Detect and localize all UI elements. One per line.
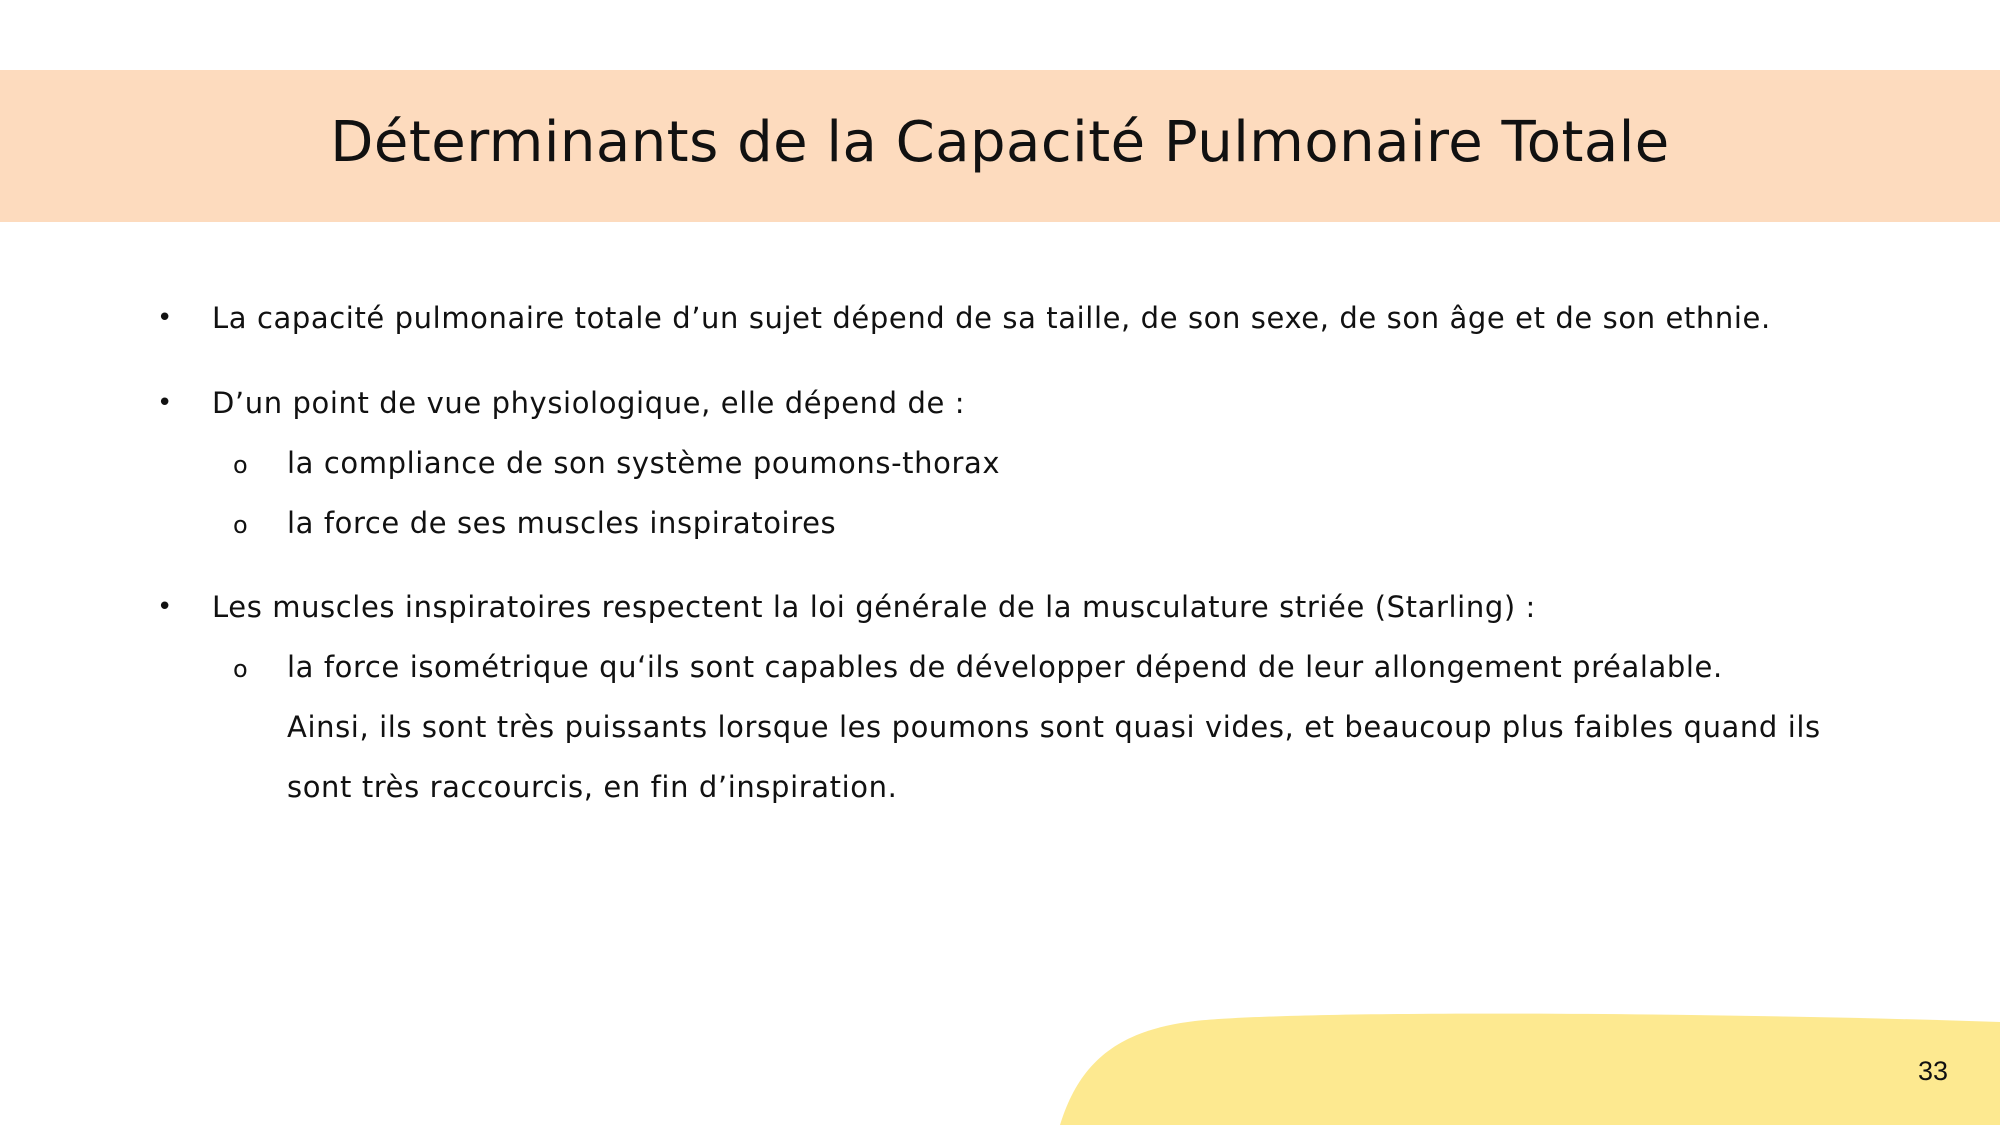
bullet-marker: •	[157, 388, 173, 418]
sub-bullet-text-line: Ainsi, ils sont très puissants lorsque les poumons sont quasi vides, et beaucoup plus faibles quand ils	[287, 710, 1821, 744]
sub-bullet-text-line: sont très raccourcis, en fin d’inspiration.	[287, 770, 898, 804]
bullet-marker: •	[157, 303, 173, 333]
sub-bullet-text: la compliance de son système poumons-thorax	[287, 446, 1001, 480]
page-number: 33	[1918, 1056, 1949, 1086]
sub-bullet-marker: o	[233, 655, 248, 683]
slide-title: Déterminants de la Capacité Pulmonaire Totale	[330, 110, 1670, 175]
bullet-text: La capacité pulmonaire totale d’un sujet dépend de sa taille, de son sexe, de son âge et de son ethnie.	[212, 301, 1771, 335]
sub-bullet-marker: o	[233, 451, 248, 479]
bullet-text: Les muscles inspiratoires respectent la loi générale de la musculature striée (Starling) :	[212, 590, 1536, 624]
sub-bullet-text-line: la force isométrique qu‘ils sont capables de développer dépend de leur allongement préalable.	[287, 650, 1723, 684]
bullet-marker: •	[157, 592, 173, 622]
bullet-text: D’un point de vue physiologique, elle dépend de :	[212, 386, 966, 420]
sub-bullet-text: la force de ses muscles inspiratoires	[287, 506, 837, 540]
sub-bullet-marker: o	[233, 511, 248, 539]
